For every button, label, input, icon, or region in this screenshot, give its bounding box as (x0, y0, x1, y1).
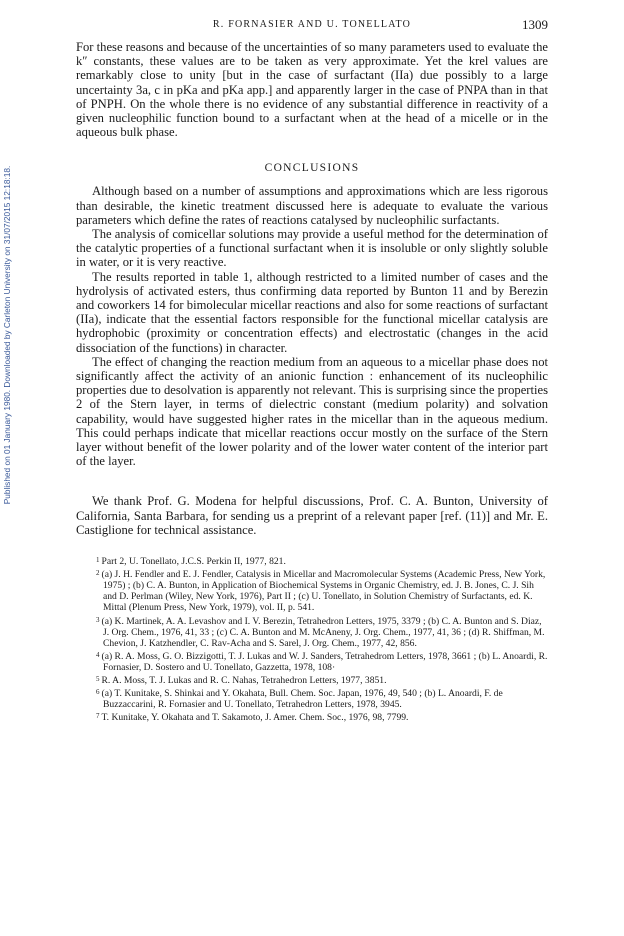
reference-item (96, 650, 548, 673)
reference-item (96, 674, 548, 686)
reference-number: 7 (96, 712, 100, 721)
conclusion-paragraph: Although based on a number of assumptions and approximations which are less rigorous than desirable, the kinetic treatment discussed here is adequate to evaluate the various parameters which define the rates of reactions catalysed by nucleophilic surfactants. (76, 184, 548, 227)
running-title: R. FORNASIER AND U. TONELLATO (212, 19, 412, 30)
download-watermark (0, 100, 14, 570)
reference-item (96, 711, 548, 723)
reference-item (96, 615, 548, 649)
page-number: 1309 (522, 17, 548, 32)
page-body (76, 40, 548, 724)
intro-paragraph: For these reasons and because of the uncertainties of so many parameters used to evaluate the k″ constants, these values are to be taken as very approximate. Yet the krel values are remarkably close to unity [but in the case of surfactant (IIa) due possibly to a large uncertainty 3a, c in pKa and pKa app.] and apparently larger in the case of PNPA than in that of PNPH. On the whole there is no evidence of any substantial difference in reactivity of a given nucleophilic function bound to a surfactant when at the head of a micelle or in the aqueous bulk phase. (76, 40, 548, 140)
reference-text: T. Kunitake, Y. Okahata and T. Sakamoto, J. Amer. Chem. Soc., 1976, 98, 7799. (101, 712, 409, 724)
conclusions-heading: CONCLUSIONS (264, 162, 360, 175)
reference-text: (a) J. H. Fendler and E. J. Fendler, Catalysis in Micellar and Macromolecular Systems (Academic Press, New York, 1975) ; (b) C. A. Bunton, in Application of Biochemical Systems in Organic Chemistry, ed. J. B. Jones, C. J. Sih and D. Perlman (Wiley, New York, 1976), Part II ; (c) U. Tonellato, in Solution Chemistry of Surfactants, ed. K. Mittal (Plenum Press, New York, 1979), vol. II, p. 541. (101, 569, 546, 614)
reference-text: Part 2, U. Tonellato, J.C.S. Perkin II, 1977, 821. (101, 556, 286, 568)
conclusion-paragraph: The effect of changing the reaction medium from an aqueous to a micellar phase does not significantly affect the activity of an anionic function : enhancement of its nucleophilic properties due to desolvation is apparently not relevant. This is surprising since the properties 2 of the Stern layer, in terms of dielectric constant (medium polarity) and solvation capability, would have suggested higher rates in the micellar than in the aqueous medium. This could perhaps indicate that micellar reactions occur mostly on the surface of the Stern layer without benefit of the lower polarity and of the lower water content of the interior part of the layer. (76, 354, 548, 469)
reference-number: 6 (96, 688, 100, 697)
page-header (76, 17, 548, 33)
conclusion-paragraph: The results reported in table 1, although restricted to a limited number of cases and the hydrolysis of activated esters, thus confirming data reported by Bunton 11 and by Berezin and coworkers 14 for bimolecular micellar reactions and also for some reactions of surfactant (IIa), indicate that the essential factors responsible for the functional micellar catalysis are hydrophobic (proximity or concentration effects) and electrostatic (changes in the acid dissociation of the functions) in character. (76, 269, 548, 355)
reference-item (96, 687, 548, 710)
reference-text: (a) T. Kunitake, S. Shinkai and Y. Okahata, Bull. Chem. Soc. Japan, 1976, 49, 540 ; (b) L. Anoardi, F. de Buzzaccarini, R. Fornasier and U. Tonellato, Tetrahedron Letters, 1978, 3945. (101, 688, 503, 711)
reference-text: R. A. Moss, T. J. Lukas and R. C. Nahas, Tetrahedron Letters, 1977, 3851. (101, 675, 387, 687)
reference-text: (a) K. Martinek, A. A. Levashov and I. V. Berezin, Tetrahedron Letters, 1975, 3379 ; (b) C. A. Bunton and S. Diaz, J. Org. Chem., 1976, 41, 33 ; (c) C. A. Bunton and M. McAneny, J. Org. Chem., 1977, 41, 36 ; (d) R. Shiffman, M. Chevion, J. Katzhendler, C. Rav-Acha and S. Sarel, J. Org. Chem., 1977, 42, 856. (101, 615, 545, 649)
reference-number: 1 (96, 556, 100, 565)
conclusion-paragraph: The analysis of comicellar solutions may provide a useful method for the determination of the catalytic properties of a functional surfactant when it is insoluble or only slightly soluble in water, or it is very reactive. (76, 227, 548, 270)
acknowledgement-paragraph: We thank Prof. G. Modena for helpful discussions, Prof. C. A. Bunton, University of California, Santa Barbara, for sending us a preprint of a relevant paper [ref. (11)] and Mr. E. Castiglione for technical assistance. (76, 494, 548, 537)
reference-text: (a) R. A. Moss, G. O. Bizzigotti, T. J. Lukas and W. J. Sanders, Tetrahedrom Letters, 1978, 3661 ; (b) L. Anoardi, R. Fornasier, D. Sostero and U. Tonellato, Gazzetta, 1978, 108· (101, 650, 548, 673)
reference-item (96, 568, 548, 613)
reference-item (96, 555, 548, 567)
reference-number: 5 (96, 675, 100, 684)
reference-number: 2 (96, 569, 100, 578)
reference-list (76, 555, 548, 723)
download-watermark-text: Published on 01 January 1980. Downloaded by Carleton University on 31/07/2015 12:18:18. (2, 165, 12, 505)
reference-number: 3 (96, 615, 100, 624)
reference-number: 4 (96, 650, 100, 659)
